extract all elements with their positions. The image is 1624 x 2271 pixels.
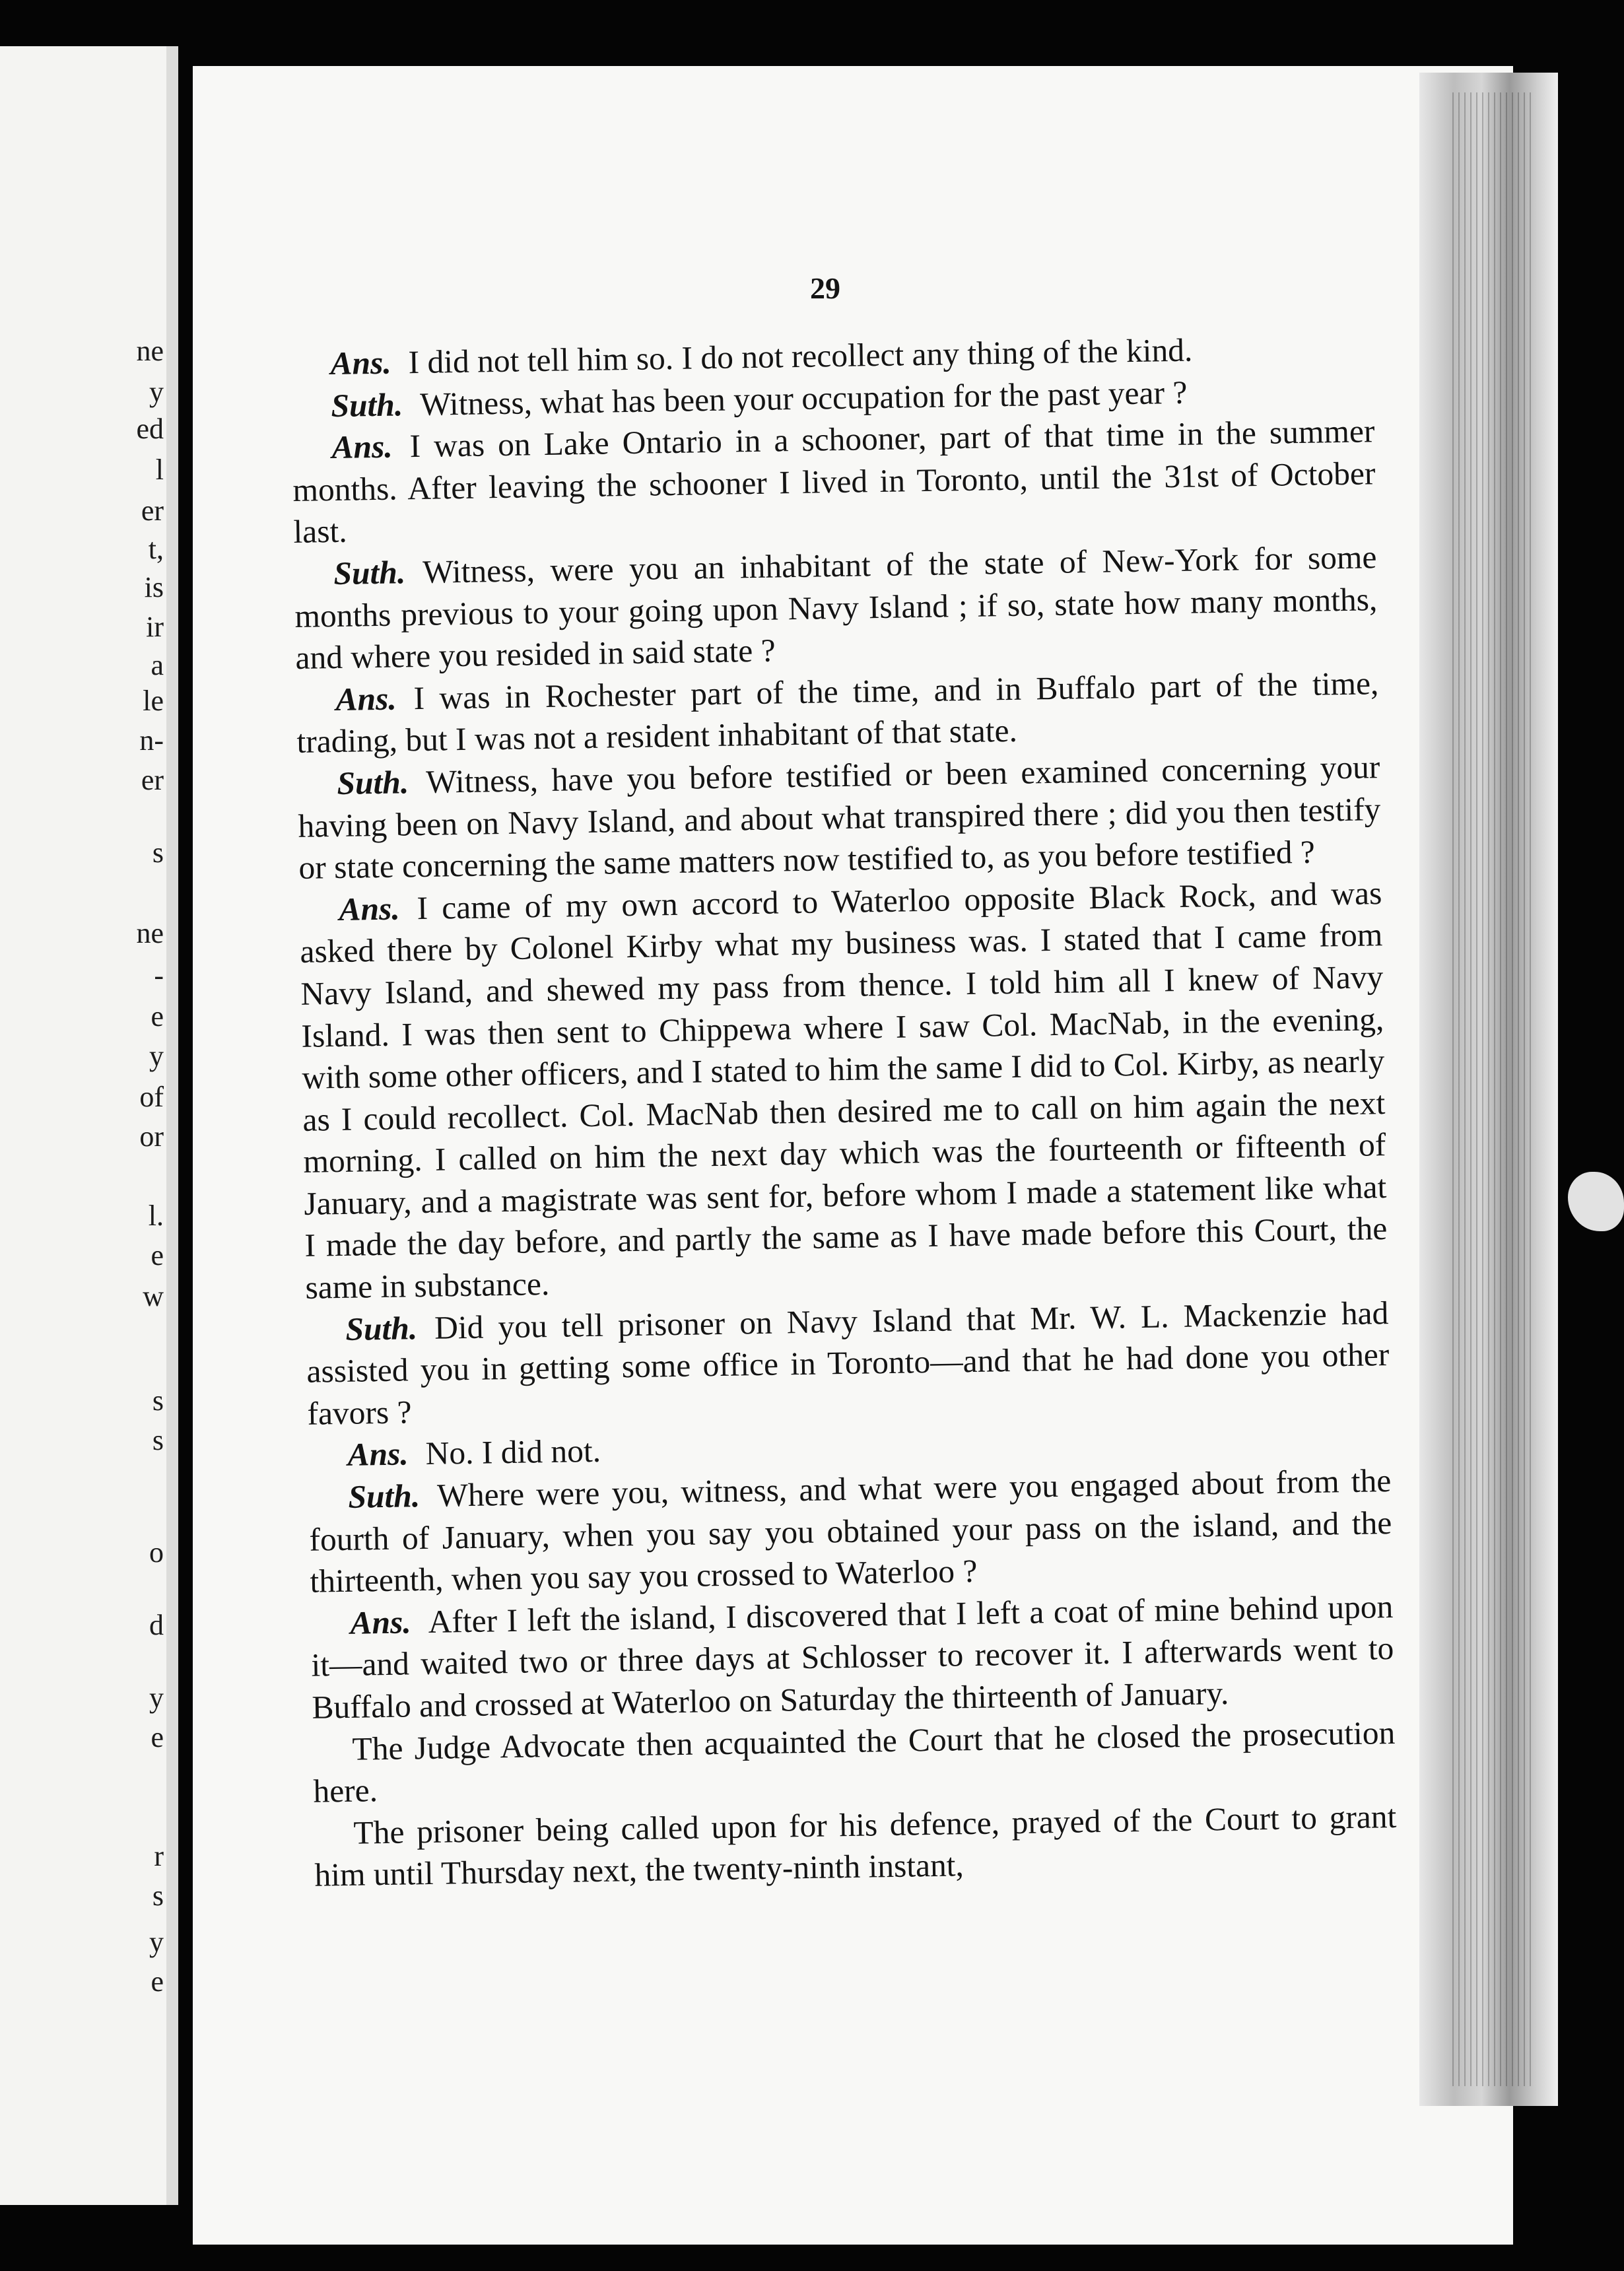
- paragraph-text: Witness, were you an inhabitant of the state of New-York for some months previous to your going upon Navy Island ; if so, state how many months, and where you resided in said state ?: [294, 539, 1378, 677]
- dialogue-paragraph: [296, 662, 1380, 763]
- speaker-label: Suth.: [337, 764, 409, 801]
- speaker-label: Ans.: [339, 890, 401, 928]
- paragraph-text: I did not tell him so. I do not recollect any thing of the kind.: [408, 331, 1193, 381]
- left-page-fragment-text: r: [154, 1840, 164, 1872]
- left-page-fragment-text: s: [152, 1424, 164, 1456]
- left-page-fragment-text: a: [151, 649, 164, 681]
- speaker-label: Ans.: [335, 680, 397, 718]
- left-page-fragment-text: y: [149, 1926, 164, 1958]
- left-page-fragment-text: o: [149, 1536, 164, 1569]
- left-page-fragment-text: is: [144, 571, 164, 603]
- dialogue-paragraph: [292, 410, 1376, 553]
- left-page-fragment-text: ne: [136, 335, 164, 367]
- dialogue-paragraph: [310, 1586, 1395, 1729]
- left-page-fragment-text: -: [154, 959, 164, 992]
- left-page-fragment-text: l: [155, 454, 164, 486]
- left-page-fragment-text: e: [151, 1721, 164, 1753]
- speaker-label: Ans.: [331, 428, 393, 466]
- page-block-edge-lines: [1452, 92, 1532, 2086]
- dialogue-paragraph: [299, 872, 1388, 1309]
- left-page-fragment-text: ed: [136, 413, 164, 445]
- left-page-fragment-text: d: [149, 1609, 164, 1641]
- left-page-fragment-text: e: [151, 1239, 164, 1271]
- dialogue-paragraph: [297, 746, 1382, 889]
- narrative-paragraph: [314, 1796, 1398, 1897]
- left-page-fragment-text: er: [141, 764, 164, 796]
- left-page-fragment-text: l.: [148, 1200, 164, 1232]
- paragraph-text: Witness, what has been your occupation for the past year ?: [419, 374, 1188, 423]
- paragraph-text: The Judge Advocate then acquainted the Court that he closed the prosecution here.: [313, 1714, 1396, 1810]
- page-number: 29: [810, 271, 840, 305]
- speaker-label: Suth.: [331, 386, 403, 424]
- left-page-fragment-text: le: [143, 685, 164, 717]
- left-page-fragment-text: t,: [148, 533, 164, 565]
- paper-blot: [1568, 1172, 1624, 1231]
- paragraph-text: I was on Lake Ontario in a schooner, part of that time in the summer months. After leaving the schooner I lived in Toronto, until the 31st of October last.: [292, 413, 1376, 551]
- dialogue-paragraph: [294, 536, 1378, 679]
- paragraph-text: The prisoner being called upon for his defence, prayed of the Court to grant him until Thursday next, the twenty-ninth instant,: [314, 1798, 1397, 1894]
- left-page-fragment-text: or: [139, 1120, 164, 1153]
- left-page-fragment: [0, 46, 178, 2205]
- paragraph-text: I was in Rochester part of the time, and in Buffalo part of the time, trading, but I was not a resident inhabitant of that state.: [296, 664, 1379, 761]
- dialogue-paragraph: [306, 1292, 1390, 1435]
- paragraph-text: Where were you, witness, and what were you engaged about from the fourth of January, when you say you obtained your pass on the island, and the thirteenth, when you say you crossed to Waterloo ?: [309, 1462, 1392, 1600]
- speaker-label: Suth.: [348, 1477, 421, 1515]
- left-page-fragment-text: w: [143, 1280, 164, 1312]
- left-page-fragment-text: s: [152, 1384, 164, 1417]
- speaker-label: Suth.: [345, 1309, 418, 1347]
- speaker-label: Suth.: [333, 554, 406, 592]
- paragraph-text: No. I did not.: [425, 1433, 601, 1472]
- left-page-fragment-text: ir: [146, 611, 164, 643]
- narrative-paragraph: [312, 1712, 1396, 1813]
- left-page-fragment-text: e: [151, 1965, 164, 1998]
- paragraph-text: Did you tell prisoner on Navy Island that Mr. W. L. Mackenzie had assisted you in getting some office in Toronto—and that he had done you other favors ?: [306, 1294, 1390, 1432]
- speaker-label: Ans.: [347, 1435, 409, 1474]
- left-page-fragment-text: y: [149, 1681, 164, 1714]
- left-page-fragment-text: y: [149, 376, 164, 408]
- left-page-fragment-text: of: [139, 1081, 164, 1113]
- left-page-fragment-text: s: [152, 1880, 164, 1912]
- speaker-label: Ans.: [350, 1604, 412, 1641]
- body-text: [290, 326, 1398, 1896]
- left-page-fragment-text: y: [149, 1040, 164, 1072]
- paragraph-text: After I left the island, I discovered that I left a coat of mine behind upon it—and waited two or three days at Schlosser to recover it. I afterwards went to Buffalo and crossed at Waterloo on Saturday the thirteenth of January.: [311, 1588, 1394, 1726]
- left-page-fragment-text: s: [152, 836, 164, 869]
- paragraph-text: Witness, have you before testified or been examined concerning your having been on Navy Island, and about what transpired there ; did you then testify or state concerning the same matters now testified to, as you before testified ?: [298, 749, 1381, 887]
- left-page-fragment-text: n-: [139, 724, 164, 757]
- left-page-fragment-text: e: [151, 1000, 164, 1033]
- speaker-label: Ans.: [330, 344, 392, 382]
- left-page-fragment-text: ne: [136, 917, 164, 949]
- left-page-fragment-text: er: [141, 494, 164, 527]
- dialogue-paragraph: [308, 1460, 1393, 1603]
- paragraph-text: I came of my own accord to Waterloo opposite Black Rock, and was asked there by Colonel Kirby what my business was. I stated that I came from Navy Island, and shewed my pass from thence. I told him all I knew of Navy Island. I was then sent to Chippewa where I saw Col. MacNab, in the evening, with some other officers, and I stated to him the same I did to Col. Kirby, as nearly as I could recollect. Col. MacNab then desired me to call on him again the next morning. I called on him the next day which was the fourteenth or fifteenth of January, and a magistrate was sent for, before whom I made a statement like what I made the day before, and partly the same as I have made before this Court, the same in substance.: [300, 874, 1388, 1306]
